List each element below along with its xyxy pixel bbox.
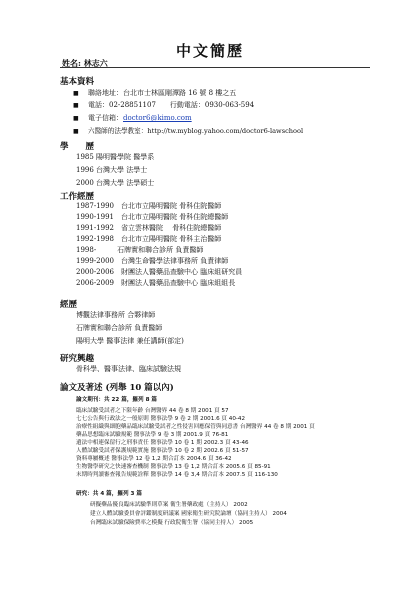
page-title: 中文簡歷 <box>175 42 244 60</box>
title-divider <box>60 67 370 68</box>
bullet-icon: ■ <box>73 128 79 135</box>
work-item: 1992-1998 台北市立陽明醫院 骨科主治醫師 <box>76 235 222 243</box>
research-heading: 研究：共 4 篇，羅列 3 篇 <box>76 491 142 497</box>
basic-item-email <box>88 114 192 123</box>
education-item: 1985 陽明醫學院 醫學系 <box>76 153 155 161</box>
section-publications: 論文及著述 (列舉 10 篇以內) <box>60 383 174 393</box>
journal-item: 人體試驗受試者保護規範實施 醫事法學 10 卷 2 期 2002.6 頁 51-57 <box>76 448 249 454</box>
journal-item: 生物醫學研究之快速審查機制 醫事法學 13 卷 1,2 期合訂本 2005.6 頁 85-91 <box>76 464 271 470</box>
journal-item: 藥品思想臨床試驗規範 醫事法學 9 卷 3 期 2001.9 頁 76-81 <box>76 432 229 438</box>
bullet-icon: ■ <box>73 102 79 109</box>
journal-item: 治療性組織與細胞藥品臨床試驗受試者之性侵害回應保管與同意書 台灣醫界 44 卷 8 期 2001 頁 <box>76 424 315 430</box>
interests-text: 骨科學、醫事法律、臨床試驗法規 <box>76 365 181 373</box>
bullet-icon: ■ <box>73 115 79 122</box>
email-link[interactable]: doctor6@kimo.com <box>123 114 192 122</box>
work-item: 2006-2009 財團法人醫藥品查驗中心 臨床組組長 <box>76 279 236 287</box>
name-line: 姓名: 林志六 <box>62 58 108 68</box>
journal-item: 資料專屬概述 醫事法學 12 卷 1,2 期合訂本 2004.6 頁 36-42 <box>76 456 232 462</box>
work-item: 1999-2000 台灣生命醫學法律事務所 負責律師 <box>76 257 229 265</box>
education-item: 1996 台灣大學 法學士 <box>76 166 148 174</box>
education-item: 2000 台灣大學 法學碩士 <box>76 179 155 187</box>
experience-item: 陽明大學 醫事法律 兼任講師(部定) <box>76 337 184 345</box>
experience-item: 石牌實和聯合診所 負責醫師 <box>76 324 163 332</box>
basic-item-blog: 六醫師的法學教室：http://tw.myblog.yahoo.com/doctor6-lawschool <box>88 127 304 135</box>
basic-item-phone: 電話：02-28851107 行動電話：0930-063-594 <box>88 101 255 109</box>
work-item: 1991-1992 省立雲林醫院 骨科住院總醫師 <box>76 224 222 232</box>
research-item: 研擬藥品優良臨床試驗準則草案 衛生署藥政處（主持人） 2002 <box>90 502 248 508</box>
section-basic: 基本資料 <box>60 77 95 87</box>
experience-item: 博觀法律事務所 合夥律師 <box>76 311 156 319</box>
journal-heading: 論文期刊：共 22 篇，羅列 8 篇 <box>76 397 157 403</box>
work-item: 1998- 石牌實和聯合診所 負責醫師 <box>76 246 204 254</box>
work-item: 1990-1991 台北市立陽明醫院 骨科住院總醫師 <box>76 213 229 221</box>
work-item: 1987-1990 台北市立陽明醫院 骨科住院醫師 <box>76 202 222 210</box>
section-interests: 研究興趣 <box>60 354 95 364</box>
basic-item-address: 聯絡地址：台北市士林區剛潭路 16 號 8 樓之五 <box>88 89 237 97</box>
section-education: 學 歷 <box>60 142 95 152</box>
journal-item: 七七公告與行政法之一般原則 醫事法學 9 卷 2 期 2001.6 頁 40-42 <box>76 416 246 422</box>
bullet-icon: ■ <box>73 90 79 97</box>
journal-item: 遺法中相連保留行之刑事責任 醫事法學 10 卷 1 期 2002.3 頁 43-46 <box>76 440 249 446</box>
journal-item: 末期時判讀審查報告規範詮釋 醫事法學 14 卷 3,4 期合訂本 2007.5 頁 116-130 <box>76 472 278 478</box>
work-item: 2000-2006 財團法人醫藥品查驗中心 臨床組研究員 <box>76 268 243 276</box>
section-work: 工作經歷 <box>60 192 95 202</box>
journal-item: 臨床試驗受試者之下限年齡 台灣醫界 44 卷 8 期 2001 頁 57 <box>76 408 229 414</box>
section-experience: 經歷 <box>60 300 78 310</box>
research-item: 台灣臨床試驗保險費率之模擬 行政院衛生署（協同主持人） 2005 <box>90 520 254 526</box>
research-item: 建立人體試驗委員會評鑑制度研議案 國家衛生研究院論壇（協同主持人） 2004 <box>90 511 287 517</box>
email-label: 電子信箱： <box>88 114 123 122</box>
